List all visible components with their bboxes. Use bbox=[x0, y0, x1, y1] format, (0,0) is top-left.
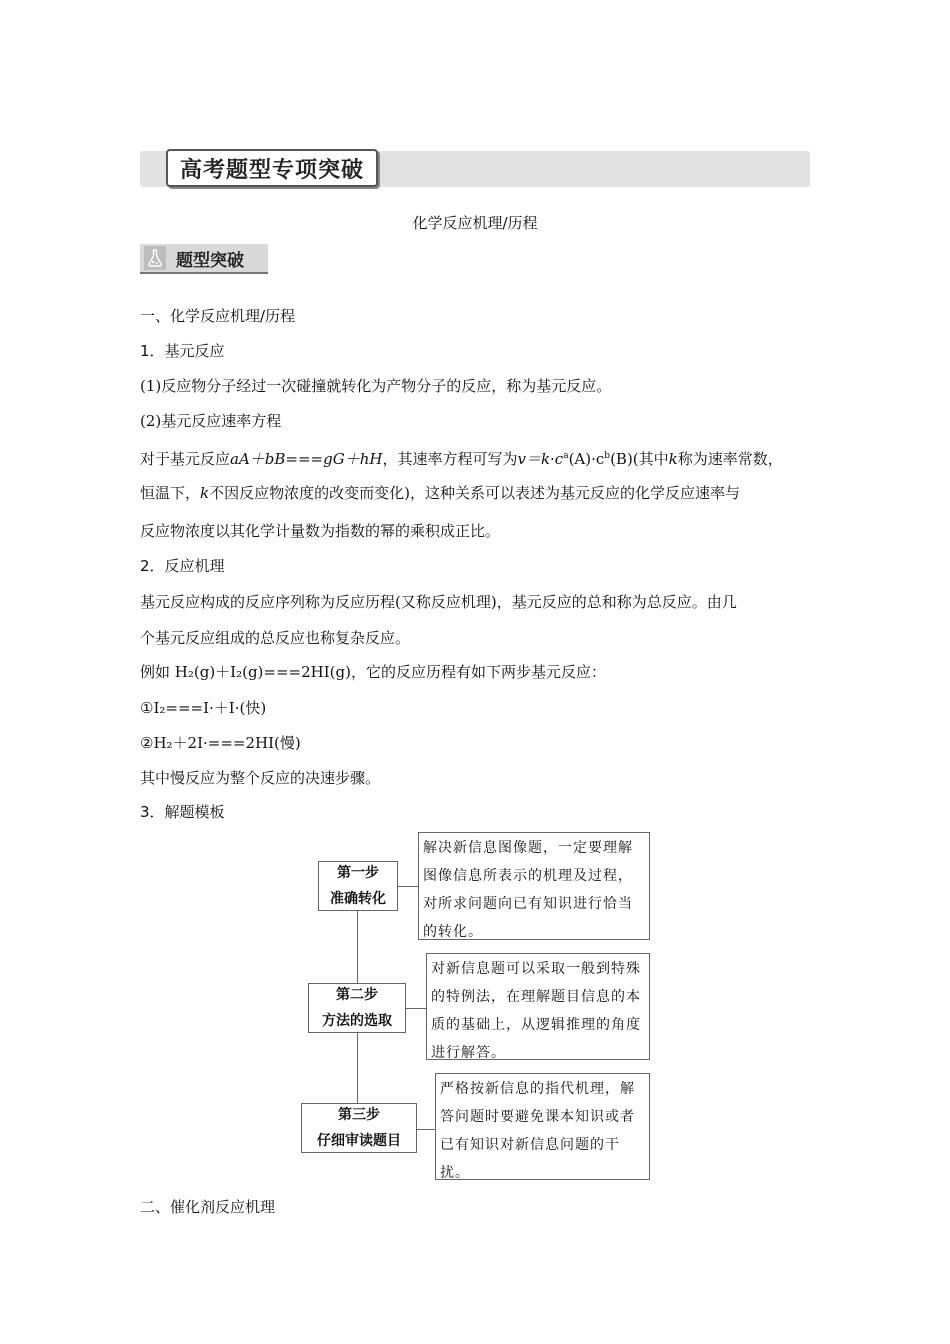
section-label-text: 题型突破 bbox=[176, 250, 244, 271]
paragraph: 其中慢反应为整个反应的决速步骤。 bbox=[140, 769, 381, 787]
exponent-b: b bbox=[604, 451, 611, 461]
text-span: ，其速率方程可写为 bbox=[382, 450, 518, 468]
step-name: 准确转化 bbox=[330, 891, 386, 907]
step-desc-2: 对新信息题可以采取一般到特殊的特例法，在理解题目信息的本质的基础上，从逻辑推理的角度进行解答。 bbox=[426, 953, 650, 1060]
text-span: (A)·c bbox=[568, 450, 605, 468]
flask-icon bbox=[144, 246, 166, 270]
connector-line bbox=[417, 1129, 435, 1130]
paragraph: 个基元反应组成的总反应也称复杂反应。 bbox=[140, 629, 411, 647]
connector-line bbox=[406, 1008, 426, 1009]
text-span: 称为速率常数， bbox=[677, 450, 783, 468]
rate-equation-line bbox=[140, 445, 783, 470]
rate-constant-k: k bbox=[668, 450, 678, 468]
step-number: 第一步 bbox=[337, 865, 379, 881]
subheading-mechanism: 2．反应机理 bbox=[140, 557, 225, 575]
step-name: 方法的选取 bbox=[322, 1013, 392, 1029]
step-name: 仔细审读题目 bbox=[317, 1133, 401, 1149]
step-number: 第三步 bbox=[338, 1107, 380, 1123]
text-span: (B)(其中 bbox=[610, 450, 669, 468]
heading-mechanism: 一、化学反应机理/历程 bbox=[140, 307, 296, 325]
paragraph: (2)基元反应速率方程 bbox=[140, 412, 282, 430]
heading-catalyst: 二、催化剂反应机理 bbox=[140, 1198, 276, 1216]
connector-line bbox=[398, 886, 418, 887]
text-span: 不因反应物浓度的改变而变化)，这种关系可以表述为基元反应的化学反应速率与 bbox=[209, 484, 740, 502]
reaction-equation: aA＋bB===gG＋hH bbox=[230, 450, 383, 468]
section-label bbox=[140, 244, 268, 274]
banner-title-tab bbox=[166, 149, 378, 187]
connector-line bbox=[357, 911, 358, 983]
paragraph: (1)反应物分子经过一次碰撞就转化为产物分子的反应，称为基元反应。 bbox=[140, 377, 612, 395]
step-box-3 bbox=[301, 1103, 417, 1153]
banner-title: 高考题型专项突破 bbox=[179, 157, 364, 183]
rate-expression: v＝k·c bbox=[517, 450, 564, 468]
rate-constant-k: k bbox=[200, 484, 210, 502]
step-desc-1: 解决新信息图像题，一定要理解图像信息所表示的机理及过程，对所求问题向已有知识进行恰当的转化。 bbox=[418, 832, 650, 940]
document-title: 化学反应机理/历程 bbox=[412, 214, 538, 232]
subheading-template: 3．解题模板 bbox=[140, 803, 225, 821]
paragraph: 基元反应构成的反应序列称为反应历程(又称反应机理)，基元反应的总和称为总反应。由几 bbox=[140, 593, 737, 611]
paragraph bbox=[140, 482, 740, 504]
step-box-1 bbox=[318, 861, 398, 911]
paragraph: ②H₂＋2I·===2HI(慢) bbox=[140, 734, 301, 752]
exponent-a: a bbox=[563, 451, 569, 461]
paragraph: 反应物浓度以其化学计量数为指数的幂的乘积成正比。 bbox=[140, 522, 501, 540]
text-span: 对于基元反应 bbox=[140, 450, 231, 468]
subheading-elementary: 1．基元反应 bbox=[140, 342, 225, 360]
step-number: 第二步 bbox=[336, 987, 378, 1003]
paragraph: ①I₂===I·＋I·(快) bbox=[140, 699, 267, 717]
paragraph: 例如 H₂(g)＋I₂(g)===2HI(g)，它的反应历程有如下两步基元反应： bbox=[140, 663, 606, 681]
text-span: 恒温下， bbox=[140, 484, 201, 502]
step-desc-3: 严格按新信息的指代机理，解答问题时要避免课本知识或者已有知识对新信息问题的干扰。 bbox=[435, 1073, 650, 1180]
connector-line bbox=[357, 1033, 358, 1103]
step-box-2 bbox=[308, 983, 406, 1033]
